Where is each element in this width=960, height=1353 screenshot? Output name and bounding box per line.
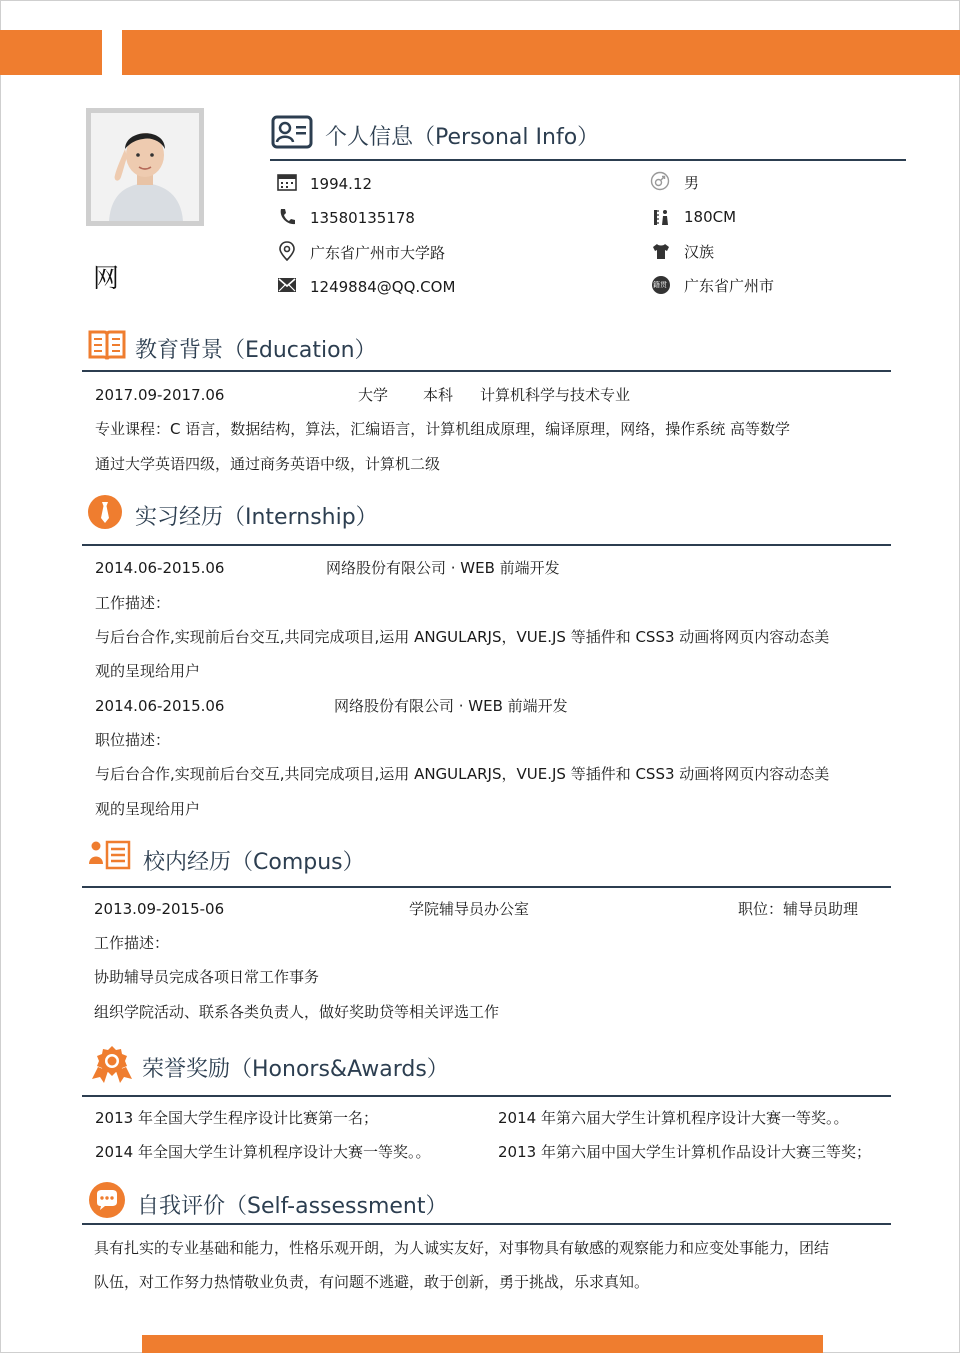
- education-certificates: 通过大学英语四级，通过商务英语中级，计算机二级: [95, 455, 441, 473]
- award-ribbon-icon: [90, 1045, 134, 1087]
- internship-rule: [82, 544, 891, 546]
- internship-company: 网络股份有限公司 · WEB 前端开发: [334, 697, 568, 715]
- internship-desc-label: 职位描述：: [95, 731, 171, 749]
- honor-item: 2014 年第六届大学生计算机程序设计大赛一等奖。。: [498, 1109, 849, 1127]
- campus-desc-line: 协助辅导员完成各项日常工作事务: [94, 968, 320, 986]
- internship-desc-line: 与后台合作,实现前后台交互,共同完成项目,运用 ANGULARJS，VUE.JS 等插件和 CSS3 动画将网页内容动态美: [95, 628, 830, 646]
- personal-info-title: 个人信息（Personal Info）: [325, 125, 600, 150]
- internship-desc-line: 观的呈现给用户: [95, 662, 201, 680]
- address: 广东省广州市大学路: [310, 244, 446, 262]
- ethnicity: 汉族: [684, 243, 715, 261]
- internship-title: 实习经历（Internship）: [135, 505, 378, 530]
- internship-desc-line: 观的呈现给用户: [95, 800, 201, 818]
- education-courses: 专业课程：C 语言，数据结构，算法，汇编语言，计算机组成原理，编译原理，网络，操作系统 高等数学: [95, 420, 791, 438]
- internship-period: 2014.06-2015.06: [95, 559, 225, 577]
- campus-desc-line: 组织学院活动、联系各类负责人，做好奖助贷等相关评选工作: [94, 1003, 500, 1021]
- top-accent-bar: [0, 30, 960, 75]
- origin-badge-label: 籍贯: [653, 281, 667, 289]
- top-bar-gap: [102, 30, 122, 75]
- campus-rule: [82, 886, 891, 888]
- phone-number: 13580135178: [310, 209, 415, 227]
- honors-title: 荣誉奖励（Honors&Awards）: [142, 1057, 449, 1082]
- honor-item: 2013 年第六届中国大学生计算机作品设计大赛三等奖；: [498, 1143, 871, 1161]
- education-rule: [82, 370, 891, 372]
- calendar-icon: [277, 172, 297, 192]
- gender-icon: [650, 171, 670, 191]
- native-place: 广东省广州市: [684, 277, 775, 295]
- self-assessment-line: 具有扎实的专业基础和能力，性格乐观开朗，为人诚实友好，对事物具有敏感的观察能力和应变处事能力，团结: [94, 1239, 830, 1257]
- self-assessment-title: 自我评价（Self-assessment）: [137, 1194, 448, 1219]
- location-icon: [277, 241, 297, 261]
- honors-rule: [82, 1095, 891, 1097]
- campus-title: 校内经历（Compus）: [143, 850, 365, 875]
- honor-item: 2014 年全国大学生计算机程序设计大赛一等奖。。: [95, 1143, 431, 1161]
- bottom-accent-bar: [142, 1335, 823, 1353]
- education-major: 计算机科学与技术专业: [480, 386, 631, 404]
- internship-company: 网络股份有限公司 · WEB 前端开发: [326, 559, 560, 577]
- profile-photo-frame: [86, 108, 204, 226]
- email-address: 1249884@QQ.COM: [310, 278, 456, 296]
- internship-desc-label: 工作描述：: [95, 594, 171, 612]
- personal-info-rule: [270, 159, 906, 161]
- gender: 男: [684, 174, 700, 192]
- candidate-name: 网: [93, 264, 120, 294]
- campus-desc-label: 工作描述：: [94, 934, 170, 952]
- education-degree: 本科: [423, 386, 454, 404]
- id-card-icon: [271, 115, 313, 153]
- campus-period: 2013.09-2015-06: [94, 900, 225, 918]
- self-assessment-line: 队伍，对工作努力热情敬业负责，有问题不逃避，敢于创新，勇于挑战，乐求真知。: [94, 1273, 650, 1291]
- phone-icon: [277, 207, 297, 227]
- education-title: 教育背景（Education）: [135, 338, 377, 363]
- tshirt-icon: [651, 241, 671, 261]
- tie-icon: [87, 494, 123, 534]
- internship-period: 2014.06-2015.06: [95, 697, 225, 715]
- email-icon: [277, 275, 297, 295]
- list-user-icon: [89, 840, 131, 874]
- book-icon: [88, 328, 126, 366]
- height-icon: [652, 207, 672, 227]
- education-school: 大学: [358, 386, 389, 404]
- height: 180CM: [684, 208, 737, 226]
- internship-desc-line: 与后台合作,实现前后台交互,共同完成项目,运用 ANGULARJS，VUE.JS 等插件和 CSS3 动画将网页内容动态美: [95, 765, 830, 783]
- campus-organization: 学院辅导员办公室: [409, 900, 530, 918]
- self-assessment-rule: [82, 1223, 891, 1225]
- origin-icon: [650, 275, 670, 295]
- chat-bubble-icon: [88, 1181, 126, 1223]
- campus-position: 职位：辅导员助理: [738, 900, 859, 918]
- profile-photo: [91, 113, 199, 221]
- birth-date: 1994.12: [310, 175, 373, 193]
- honor-item: 2013 年全国大学生程序设计比赛第一名；: [95, 1109, 378, 1127]
- education-period: 2017.09-2017.06: [95, 386, 225, 404]
